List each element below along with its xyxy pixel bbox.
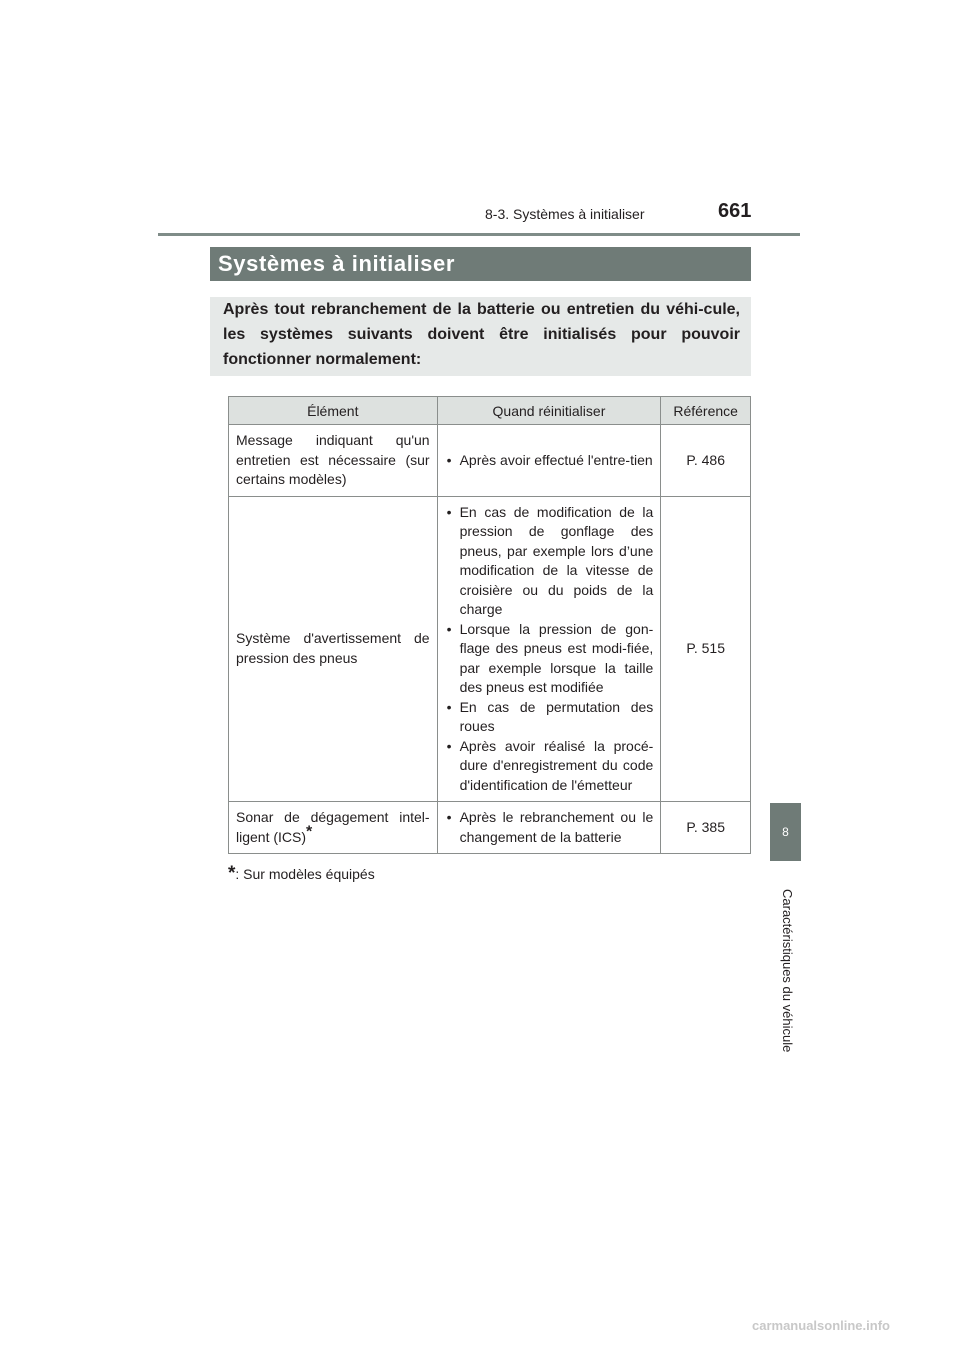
footnote xyxy=(228,863,375,885)
row-element-cell xyxy=(229,802,438,854)
bullet-item: • Lorsque la pression de gon-flage des pneus est modi-fiée, par exemple lorsque la taille des pneus est modifiée xyxy=(445,620,654,698)
row-when xyxy=(437,496,661,802)
section-header: 8-3. Systèmes à initialiser xyxy=(485,206,645,222)
page-number: 661 xyxy=(718,200,752,222)
reference-table xyxy=(228,396,751,854)
table-row xyxy=(229,425,751,497)
watermark: carmanualsonline.info xyxy=(752,1318,890,1333)
footnote-marker: * xyxy=(306,822,313,840)
column-header-element: Élément xyxy=(229,397,438,425)
header-divider xyxy=(158,233,800,236)
chapter-label: Caractéristiques du véhicule xyxy=(780,889,795,1053)
bullet-item: • Après avoir réalisé la procé-dure d'enregistrement du code d'identification de l'émetteur xyxy=(445,737,654,796)
title-bar xyxy=(210,247,751,281)
column-header-reference: Référence xyxy=(661,397,751,425)
table-row xyxy=(229,496,751,802)
bullet-item: • Après avoir effectué l'entre-tien xyxy=(445,451,654,471)
bullet-item: • Après le rebranchement ou le changement de la batterie xyxy=(445,808,654,847)
bullet-item: • En cas de permutation des roues xyxy=(445,698,654,737)
footnote-mark: * xyxy=(228,863,236,884)
row-reference: P. 385 xyxy=(661,802,751,854)
row-when xyxy=(437,425,661,497)
intro-box xyxy=(210,297,751,376)
page-title: Systèmes à initialiser xyxy=(218,251,455,276)
footnote-text: : Sur modèles équipés xyxy=(235,866,375,882)
column-header-when: Quand réinitialiser xyxy=(437,397,661,425)
row-element: Message indiquant qu'un entretien est nécessaire (sur certains modèles) xyxy=(229,425,438,497)
row-reference: P. 486 xyxy=(661,425,751,497)
row-when xyxy=(437,802,661,854)
row-element: Sonar de dégagement intel-ligent (ICS) xyxy=(236,809,430,845)
row-element: Système d'avertissement de pression des pneus xyxy=(229,496,438,802)
table-header-row xyxy=(229,397,751,425)
chapter-tab xyxy=(770,803,801,861)
bullet-item: • En cas de modification de la pression de gonflage des pneus, par exemple lors d’une modification de la vitesse de croisière ou du poids de la charge xyxy=(445,503,654,620)
row-reference: P. 515 xyxy=(661,496,751,802)
table-row xyxy=(229,802,751,854)
intro-text: Après tout rebranchement de la batterie ou entretien du véhi-cule, les systèmes suivants doivent être initialisés pour pouvoir fonctionner normalement: xyxy=(223,301,740,368)
chapter-number: 8 xyxy=(782,825,789,839)
